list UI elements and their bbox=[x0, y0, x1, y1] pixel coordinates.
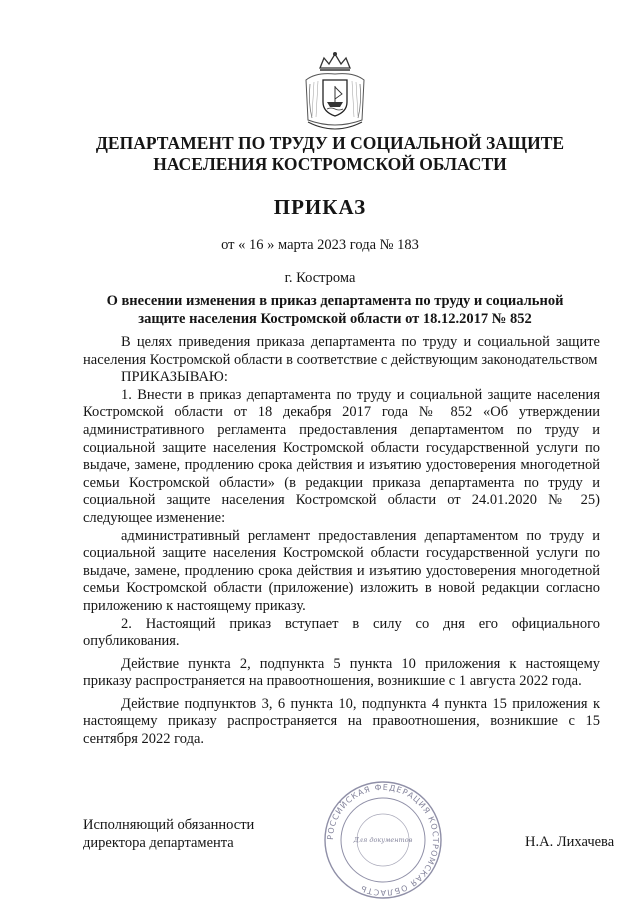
signatory-title bbox=[83, 816, 254, 852]
organization-name-line1: ДЕПАРТАМЕНТ ПО ТРУДУ И СОЦИАЛЬНОЙ ЗАЩИТЕ bbox=[95, 133, 565, 153]
item-2-paragraph: 2. Настоящий приказ вступает в силу со дня его официального опубликования. bbox=[83, 615, 600, 650]
signatory-title-line2: директора департамента bbox=[83, 835, 234, 851]
document-city: г. Кострома bbox=[284, 270, 356, 286]
signatory-name: Н.А. Лихачева bbox=[525, 834, 615, 850]
document-subject-line1: О внесении изменения в приказ департамента по труду и социальной bbox=[106, 293, 564, 309]
effect-paragraph-1: Действие пункта 2, подпункта 5 пункта 10 приложения к настоящему приказу распространяется на правоотношения, возникшие с 1 августа 2022 года. bbox=[83, 655, 600, 690]
document-subject bbox=[85, 292, 585, 328]
document-subject-line2: защите населения Костромской области от 18.12.2017 № 852 bbox=[138, 311, 532, 327]
item-1-paragraph: 1. Внести в приказ департамента по труду и социальной защите населения Костромской области от 18 декабря 2017 года № 852 «Об утверждении административного регламента предоставления департаментом по труду и социальной защите населения Костромской области государственной услуги по выдаче, замене, продлению срока действия и изъятию удостоверения многодетной семьи Костромской области» (в редакции приказа департамента по труду и социальной защите населения Костромской области от 24.01.2020 № 25) следующее изменение: bbox=[83, 386, 600, 526]
effect-paragraph-2: Действие подпунктов 3, 6 пункта 10, подпункта 4 пункта 15 приложения к настоящему приказу распространяется на правоотношения, возникшие с 15 сентября 2022 года. bbox=[83, 695, 600, 748]
coat-of-arms-icon bbox=[296, 50, 374, 136]
organization-name bbox=[60, 133, 600, 175]
signatory-title-line1: Исполняющий обязанности bbox=[83, 817, 255, 833]
document-date-number: от « 16 » марта 2023 года № 183 bbox=[221, 237, 419, 253]
official-stamp-icon bbox=[318, 778, 448, 903]
order-word: ПРИКАЗЫВАЮ: bbox=[121, 369, 228, 386]
document-type: ПРИКАЗ bbox=[273, 195, 367, 219]
stamp-center-text: Для документов bbox=[353, 836, 413, 844]
item-1-subparagraph: административный регламент предоставления департаментом по труду и социальной защите населения Костромской области государственной услуги по выдаче, замене, продлению срока действия и изъятию удостоверения многодетной семьи Костромской области (приложение) изложить в новой редакции согласно приложению к настоящему приказу. bbox=[83, 527, 600, 614]
stamp-ring-text: РОССИЙСКАЯ ФЕДЕРАЦИЯ КОСТРОМСКАЯ ОБЛАСТЬ bbox=[325, 782, 441, 898]
document-body bbox=[83, 334, 600, 749]
preamble-paragraph: В целях приведения приказа департамента по труду и социальной защите населения Костромской области в соответствие с действующим законодательством bbox=[83, 334, 600, 368]
organization-name-line2: НАСЕЛЕНИЯ КОСТРОМСКОЙ ОБЛАСТИ bbox=[153, 154, 507, 174]
